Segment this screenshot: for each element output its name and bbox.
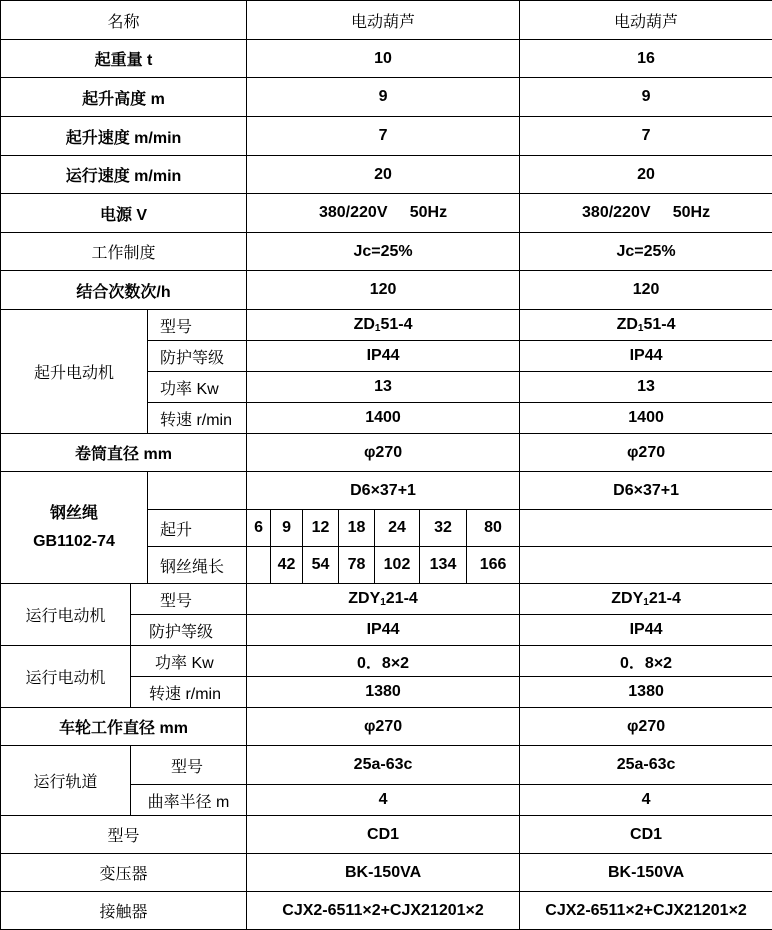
value-col1: 7 [247,117,520,156]
value-col2: Jc=25% [520,233,772,271]
lift-value: 9 [271,510,303,547]
value-col1: 13 [247,372,520,403]
row-label: 电源 V [1,194,247,233]
value-col1: Jc=25% [247,233,520,271]
value-col2: 1380 [520,677,772,708]
value-col1: 1380 [247,677,520,708]
sub-label: 功率 Kw [148,372,247,403]
row-label: 起升速度 m/min [1,117,247,156]
lift-value: 80 [467,510,520,547]
value-col2: 25a-63c [520,746,772,785]
row-label: 起升高度 m [1,78,247,117]
value-col2: 4 [520,785,772,816]
value-col1: 0．8×2 [247,646,520,677]
row-label: 卷筒直径 mm [1,434,247,472]
value-col1: D6×37+1 [247,472,520,510]
row-label: 车轮工作直径 mm [1,708,247,746]
sub-label: 防护等级 [148,341,247,372]
value-col1: 25a-63c [247,746,520,785]
track-model-row [1,746,772,785]
sub-label: 型号 [131,746,247,785]
value-col2: IP44 [520,615,772,646]
value-col1: φ270 [247,434,520,472]
row-label: 起重量 t [1,40,247,78]
sub-label: 转速 r/min [131,677,247,708]
row-label: 接触器 [1,892,247,930]
value-col2: CJX2-6511×2+CJX21201×2 [520,892,772,930]
contactor-row [1,892,772,930]
sub-label: 功率 Kw [131,646,247,677]
length-value: 166 [467,547,520,584]
value-col1: 120 [247,271,520,310]
value-col2: 7 [520,117,772,156]
empty-cell [520,510,772,547]
transformer-row [1,854,772,892]
sub-label: 转速 r/min [148,403,247,434]
travel-motor-model-row [1,584,772,615]
value-col2: $ZD_151-4$ [520,310,772,341]
length-value: 78 [339,547,375,584]
row-label: 变压器 [1,854,247,892]
value-col2: IP44 [520,341,772,372]
length-value: 102 [375,547,420,584]
header-col1: 电动葫芦 [247,1,520,40]
power-supply-row [1,194,772,233]
empty-cell [148,472,247,510]
wire-rope-group-label [1,472,148,584]
value-col2: D6×37+1 [520,472,772,510]
hoist-motor-group-label: 起升电动机 [1,310,148,434]
lift-value: 6 [247,510,271,547]
value-col2: $ZDY_121-4$ [520,584,772,615]
value-col1: φ270 [247,708,520,746]
value-col1: CD1 [247,816,520,854]
sub-label: 曲率半径 m [131,785,247,816]
header-col2: 电动葫芦 [520,1,772,40]
value-col2: 380/220V 50Hz [520,194,772,233]
value-col2: φ270 [520,434,772,472]
value-col1: 20 [247,156,520,194]
value-col2: 13 [520,372,772,403]
length-value [247,547,271,584]
header-name: 名称 [1,1,247,40]
value-col2: 16 [520,40,772,78]
value-col1: 1400 [247,403,520,434]
value-col2: BK-150VA [520,854,772,892]
value-col1: 9 [247,78,520,117]
wire-rope-title: 钢丝绳 [1,500,147,528]
value-col1: 380/220V 50Hz [247,194,520,233]
lift-value: 24 [375,510,420,547]
wheel-diameter-row [1,708,772,746]
sub-label: 型号 [131,584,247,615]
value-col1: $ZD_151-4$ [247,310,520,341]
length-value: 42 [271,547,303,584]
row-label: 工作制度 [1,233,247,271]
lifting-speed-row [1,117,772,156]
sub-label: 钢丝绳长 [148,547,247,584]
sub-label: 防护等级 [131,615,247,646]
value-col2: φ270 [520,708,772,746]
travel-motor-group-label: 运行电动机 [1,646,131,708]
travel-motor-group-label: 运行电动机 [1,584,131,646]
value-col1: $ZDY_121-4$ [247,584,520,615]
drum-diameter-row [1,434,772,472]
row-label: 型号 [1,816,247,854]
value-col2: 120 [520,271,772,310]
length-value: 134 [420,547,467,584]
row-label: 运行速度 m/min [1,156,247,194]
duty-row [1,233,772,271]
lift-value: 12 [303,510,339,547]
model-row [1,816,772,854]
hoist-motor-model-row [1,310,772,341]
value-col1: BK-150VA [247,854,520,892]
track-group-label: 运行轨道 [1,746,131,816]
lift-value: 32 [420,510,467,547]
row-label: 结合次数次/h [1,271,247,310]
value-col2: 20 [520,156,772,194]
sub-label: 型号 [148,310,247,341]
value-col2: CD1 [520,816,772,854]
sub-label: 起升 [148,510,247,547]
value-col1: IP44 [247,615,520,646]
value-col2: 1400 [520,403,772,434]
value-col1: 4 [247,785,520,816]
length-value: 54 [303,547,339,584]
value-col2: 0．8×2 [520,646,772,677]
value-col1: IP44 [247,341,520,372]
header-row [1,1,772,40]
value-col2: 9 [520,78,772,117]
starts-row [1,271,772,310]
lift-value: 18 [339,510,375,547]
value-col1: CJX2-6511×2+CJX21201×2 [247,892,520,930]
lifting-capacity-row [1,40,772,78]
travel-motor-power-row [1,646,772,677]
wire-rope-spec-row [1,472,772,510]
wire-rope-standard: GB1102-74 [1,528,147,556]
travel-speed-row [1,156,772,194]
value-col1: 10 [247,40,520,78]
lifting-height-row [1,78,772,117]
empty-cell [520,547,772,584]
